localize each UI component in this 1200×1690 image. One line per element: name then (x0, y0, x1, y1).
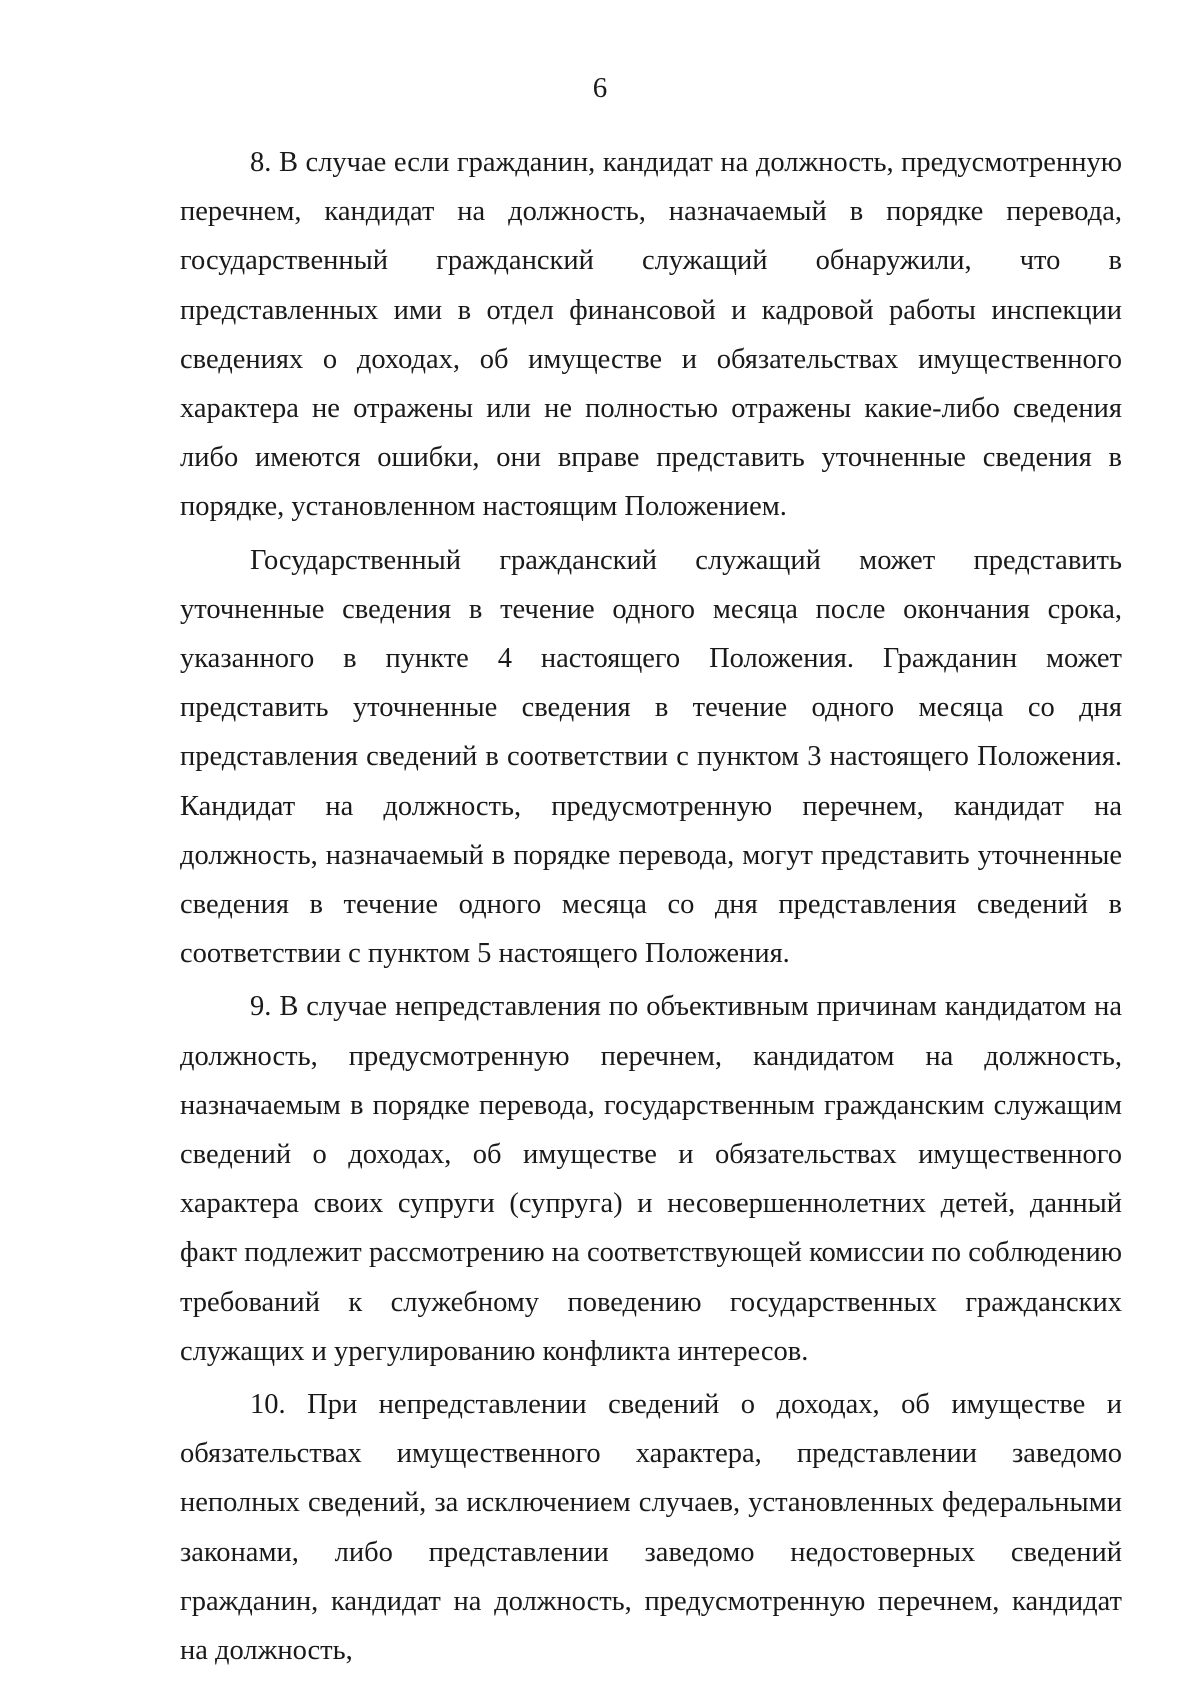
paragraph-8: 8. В случае если гражданин, кандидат на должность, предусмотренную перечнем, кандидат на должность, назначаемый в порядке перевода, государственный гражданский служащий обнаружили, что в представленных ими в отдел финансовой и кадровой работы инспекции сведениях о доходах, об имуществе и обязательствах имущественного характера не отражены или не полностью отражены какие-либо сведения либо имеются ошибки, они вправе представить уточненные сведения в порядке, установленном настоящим Положением. (180, 147, 1122, 523)
document-body (180, 138, 1122, 1679)
page-number: 6 (592, 72, 608, 104)
paragraph-9: 9. В случае непредставления по объективным причинам кандидатом на должность, предусмотренную перечнем, кандидатом на должность, назначаемым в порядке перевода, государственным гражданским служащим сведений о доходах, об имуществе и обязательствах имущественного характера своих супруги (супруга) и несовершеннолетних детей, данный факт подлежит рассмотрению на соответствующей комиссии по соблюдению требований к служебному поведению государственных гражданских служащих и урегулированию конфликта интересов. (180, 991, 1122, 1367)
paragraph-8-continued: Государственный гражданский служащий может представить уточненные сведения в течение одного месяца после окончания срока, указанного в пункте 4 настоящего Положения. Гражданин может представить уточненные сведения в течение одного месяца со дня представления сведений в соответствии с пунктом 3 настоящего Положения. Кандидат на должность, предусмотренную перечнем, кандидат на должность, назначаемый в порядке перевода, могут представить уточненные сведения в течение одного месяца со дня представления сведений в соответствии с пунктом 5 настоящего Положения. (180, 544, 1122, 970)
paragraph-10: 10. При непредставлении сведений о доходах, об имуществе и обязательствах имущественного характера, представлении заведомо неполных сведений, за исключением случаев, установленных федеральными законами, либо представлении заведомо недостоверных сведений гражданин, кандидат на должность, предусмотренную перечнем, кандидат на должность, (180, 1389, 1122, 1667)
